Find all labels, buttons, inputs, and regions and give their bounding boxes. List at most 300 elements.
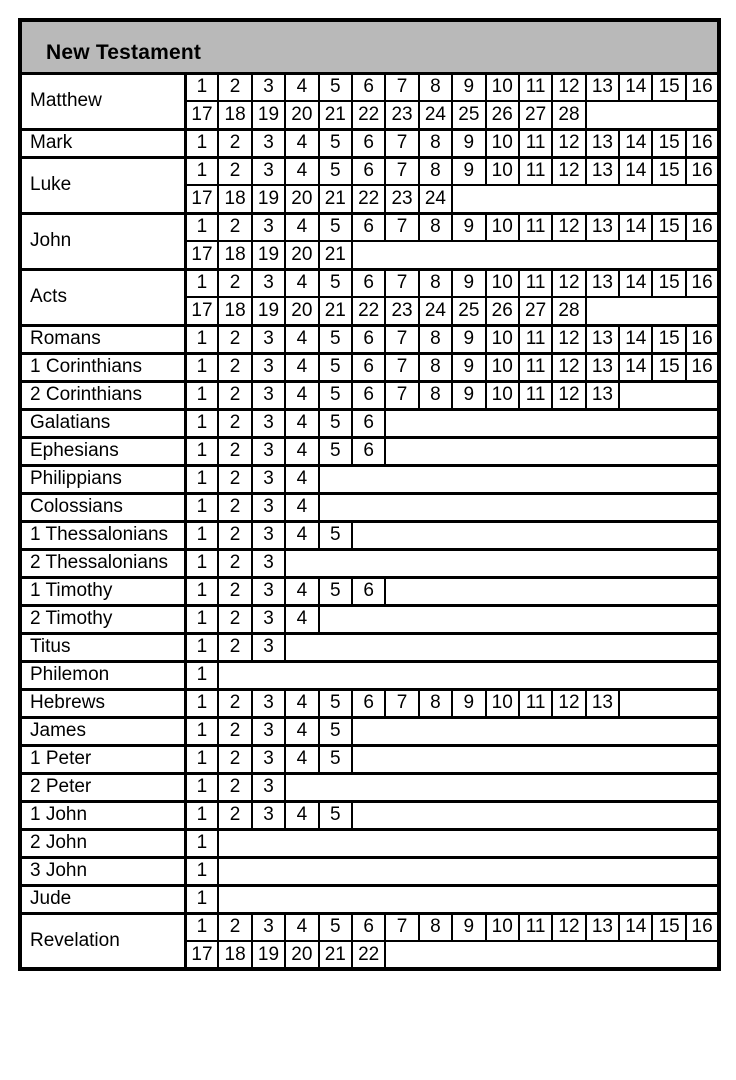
- chapter-cell: 1: [185, 633, 218, 661]
- chapter-cell: 5: [319, 745, 352, 773]
- book-name-cell: Colossians: [20, 493, 185, 521]
- chapter-cell: 2: [218, 437, 251, 465]
- chapter-cell: 9: [452, 325, 485, 353]
- chapter-cell: 20: [285, 185, 318, 213]
- empty-filler-cell: [385, 941, 719, 969]
- book-name-cell: Philippians: [20, 465, 185, 493]
- chapter-cell: 1: [185, 801, 218, 829]
- chapter-cell: 6: [352, 269, 385, 297]
- book-name-cell: 2 Corinthians: [20, 381, 185, 409]
- chapter-cell: 15: [652, 325, 685, 353]
- book-row: [20, 493, 719, 521]
- chapter-cell: 2: [218, 325, 251, 353]
- chapter-cell: 7: [385, 353, 418, 381]
- chapter-cell: 13: [586, 353, 619, 381]
- chapter-cell: 11: [519, 129, 552, 157]
- chapter-cell: 28: [552, 101, 585, 129]
- chapter-cell: 13: [586, 73, 619, 101]
- chapter-cell: 4: [285, 269, 318, 297]
- chapter-cell: 5: [319, 157, 352, 185]
- chapter-cell: 2: [218, 213, 251, 241]
- chapter-cell: 12: [552, 353, 585, 381]
- chapter-cell: 2: [218, 129, 251, 157]
- chapter-cell: 2: [218, 577, 251, 605]
- chapter-cell: 18: [218, 941, 251, 969]
- chapter-cell: 22: [352, 101, 385, 129]
- empty-filler-cell: [285, 633, 719, 661]
- chapter-cell: 2: [218, 773, 251, 801]
- chapter-cell: 4: [285, 913, 318, 941]
- chapter-cell: 10: [486, 157, 519, 185]
- table-title: New Testament: [46, 40, 202, 64]
- chapter-cell: 12: [552, 73, 585, 101]
- book-row: [20, 157, 719, 185]
- chapter-cell: 16: [686, 913, 719, 941]
- chapter-cell: 6: [352, 913, 385, 941]
- chapter-cell: 27: [519, 101, 552, 129]
- chapter-cell: 5: [319, 409, 352, 437]
- chapter-cell: 7: [385, 73, 418, 101]
- chapter-cell: 14: [619, 325, 652, 353]
- chapter-cell: 26: [486, 297, 519, 325]
- book-row: [20, 381, 719, 409]
- chapter-cell: 5: [319, 325, 352, 353]
- book-name-cell: 1 Timothy: [20, 577, 185, 605]
- chapter-cell: 21: [319, 941, 352, 969]
- book-name-cell: Philemon: [20, 661, 185, 689]
- chapter-cell: 13: [586, 325, 619, 353]
- chapter-cell: 6: [352, 409, 385, 437]
- chapter-cell: 15: [652, 913, 685, 941]
- chapter-cell: 4: [285, 689, 318, 717]
- chapter-cell: 12: [552, 381, 585, 409]
- new-testament-chapter-table: [18, 18, 721, 971]
- book-name-cell: Revelation: [20, 913, 185, 969]
- chapter-cell: 1: [185, 857, 218, 885]
- chapter-cell: 11: [519, 157, 552, 185]
- chapter-cell: 11: [519, 269, 552, 297]
- book-row: [20, 913, 719, 941]
- chapter-cell: 1: [185, 549, 218, 577]
- chapter-cell: 22: [352, 297, 385, 325]
- book-name-cell: 1 John: [20, 801, 185, 829]
- chapter-cell: 3: [252, 353, 285, 381]
- chapter-cell: 11: [519, 73, 552, 101]
- chapter-cell: 10: [486, 381, 519, 409]
- chapter-cell: 6: [352, 157, 385, 185]
- chapter-cell: 8: [419, 353, 452, 381]
- book-name-cell: 2 John: [20, 829, 185, 857]
- chapter-cell: 16: [686, 269, 719, 297]
- chapter-cell: 3: [252, 493, 285, 521]
- chapter-cell: 6: [352, 325, 385, 353]
- book-name-cell: Ephesians: [20, 437, 185, 465]
- chapter-cell: 10: [486, 689, 519, 717]
- chapter-cell: 23: [385, 185, 418, 213]
- chapter-cell: 2: [218, 521, 251, 549]
- chapter-cell: 6: [352, 689, 385, 717]
- chapter-cell: 5: [319, 577, 352, 605]
- chapter-cell: 4: [285, 493, 318, 521]
- chapter-cell: 3: [252, 129, 285, 157]
- book-name-cell: 2 Thessalonians: [20, 549, 185, 577]
- chapter-cell: 1: [185, 325, 218, 353]
- chapter-cell: 16: [686, 353, 719, 381]
- empty-filler-cell: [218, 661, 719, 689]
- chapter-cell: 2: [218, 73, 251, 101]
- chapter-cell: 13: [586, 269, 619, 297]
- chapter-cell: 24: [419, 101, 452, 129]
- chapter-cell: 10: [486, 269, 519, 297]
- chapter-cell: 18: [218, 241, 251, 269]
- chapter-cell: 17: [185, 101, 218, 129]
- empty-filler-cell: [586, 101, 720, 129]
- chapter-cell: 4: [285, 157, 318, 185]
- chapter-cell: 6: [352, 353, 385, 381]
- chapter-cell: 2: [218, 913, 251, 941]
- chapter-cell: 1: [185, 381, 218, 409]
- chapter-cell: 7: [385, 213, 418, 241]
- book-row: [20, 773, 719, 801]
- chapter-cell: 4: [285, 213, 318, 241]
- empty-filler-cell: [285, 549, 719, 577]
- chapter-cell: 2: [218, 157, 251, 185]
- chapter-cell: 3: [252, 325, 285, 353]
- chapter-cell: 21: [319, 297, 352, 325]
- book-row: [20, 129, 719, 157]
- chapter-cell: 1: [185, 269, 218, 297]
- chapter-cell: 9: [452, 353, 485, 381]
- chapter-cell: 2: [218, 493, 251, 521]
- chapter-cell: 2: [218, 409, 251, 437]
- chapter-cell: 5: [319, 801, 352, 829]
- chapter-cell: 25: [452, 297, 485, 325]
- chapter-cell: 9: [452, 689, 485, 717]
- chapter-cell: 4: [285, 73, 318, 101]
- chapter-cell: 4: [285, 745, 318, 773]
- chapter-cell: 17: [185, 185, 218, 213]
- chapter-cell: 1: [185, 745, 218, 773]
- chapter-cell: 6: [352, 577, 385, 605]
- book-row: [20, 73, 719, 101]
- chapter-cell: 3: [252, 381, 285, 409]
- book-name-cell: 2 Peter: [20, 773, 185, 801]
- chapter-cell: 2: [218, 269, 251, 297]
- book-row: [20, 213, 719, 241]
- empty-filler-cell: [352, 801, 719, 829]
- chapter-cell: 2: [218, 801, 251, 829]
- chapter-cell: 6: [352, 437, 385, 465]
- chapter-cell: 20: [285, 941, 318, 969]
- chapter-cell: 4: [285, 577, 318, 605]
- book-name-cell: 3 John: [20, 857, 185, 885]
- chapter-cell: 5: [319, 913, 352, 941]
- chapter-cell: 9: [452, 269, 485, 297]
- chapter-cell: 8: [419, 73, 452, 101]
- empty-filler-cell: [352, 745, 719, 773]
- book-name-cell: 1 Corinthians: [20, 353, 185, 381]
- chapter-cell: 1: [185, 661, 218, 689]
- chapter-cell: 16: [686, 325, 719, 353]
- book-row: [20, 521, 719, 549]
- chapter-cell: 11: [519, 689, 552, 717]
- chapter-cell: 24: [419, 297, 452, 325]
- empty-filler-cell: [352, 717, 719, 745]
- chapter-cell: 5: [319, 717, 352, 745]
- chapter-cell: 12: [552, 129, 585, 157]
- book-name-cell: Acts: [20, 269, 185, 325]
- chapter-cell: 13: [586, 129, 619, 157]
- chapter-cell: 8: [419, 129, 452, 157]
- chapter-cell: 14: [619, 269, 652, 297]
- chapter-cell: 1: [185, 409, 218, 437]
- chapter-cell: 15: [652, 269, 685, 297]
- chapter-cell: 12: [552, 325, 585, 353]
- chapter-cell: 2: [218, 745, 251, 773]
- empty-filler-cell: [385, 577, 719, 605]
- book-rows-container: [20, 73, 719, 969]
- chapter-cell: 3: [252, 773, 285, 801]
- chapter-cell: 4: [285, 409, 318, 437]
- chapter-cell: 3: [252, 801, 285, 829]
- chapter-cell: 7: [385, 913, 418, 941]
- chapter-cell: 9: [452, 157, 485, 185]
- chapter-cell: 1: [185, 493, 218, 521]
- chapter-cell: 3: [252, 633, 285, 661]
- chapter-cell: 3: [252, 73, 285, 101]
- chapter-cell: 14: [619, 213, 652, 241]
- chapter-cell: 2: [218, 717, 251, 745]
- chapter-cell: 24: [419, 185, 452, 213]
- book-name-cell: James: [20, 717, 185, 745]
- chapter-cell: 1: [185, 129, 218, 157]
- chapter-cell: 1: [185, 773, 218, 801]
- book-name-cell: 1 Peter: [20, 745, 185, 773]
- chapter-cell: 17: [185, 297, 218, 325]
- chapter-cell: 1: [185, 605, 218, 633]
- chapter-cell: 4: [285, 717, 318, 745]
- book-row: [20, 689, 719, 717]
- book-row: [20, 409, 719, 437]
- empty-filler-cell: [319, 493, 720, 521]
- book-name-cell: Galatians: [20, 409, 185, 437]
- chapter-cell: 14: [619, 353, 652, 381]
- chapter-cell: 7: [385, 325, 418, 353]
- chapter-cell: 11: [519, 913, 552, 941]
- chapter-cell: 1: [185, 353, 218, 381]
- chapter-cell: 11: [519, 325, 552, 353]
- book-row: [20, 549, 719, 577]
- chapter-cell: 19: [252, 297, 285, 325]
- chapter-cell: 23: [385, 297, 418, 325]
- chapter-cell: 19: [252, 185, 285, 213]
- chapter-cell: 8: [419, 213, 452, 241]
- empty-filler-cell: [619, 689, 719, 717]
- empty-filler-cell: [352, 521, 719, 549]
- chapter-cell: 1: [185, 829, 218, 857]
- chapter-cell: 3: [252, 465, 285, 493]
- chapter-cell: 5: [319, 213, 352, 241]
- chapter-cell: 9: [452, 913, 485, 941]
- chapter-cell: 15: [652, 73, 685, 101]
- chapter-cell: 9: [452, 381, 485, 409]
- chapter-cell: 4: [285, 521, 318, 549]
- chapter-cell: 3: [252, 549, 285, 577]
- chapter-cell: 5: [319, 381, 352, 409]
- chapter-cell: 28: [552, 297, 585, 325]
- chapter-cell: 16: [686, 157, 719, 185]
- chapter-cell: 2: [218, 605, 251, 633]
- book-name-cell: Mark: [20, 129, 185, 157]
- chapter-cell: 6: [352, 129, 385, 157]
- book-row: [20, 857, 719, 885]
- book-name-cell: 2 Timothy: [20, 605, 185, 633]
- chapter-cell: 3: [252, 409, 285, 437]
- chapter-cell: 1: [185, 717, 218, 745]
- chapter-cell: 1: [185, 73, 218, 101]
- book-row: [20, 465, 719, 493]
- chapter-cell: 18: [218, 185, 251, 213]
- chapter-cell: 1: [185, 689, 218, 717]
- empty-filler-cell: [319, 605, 720, 633]
- chapter-cell: 19: [252, 101, 285, 129]
- empty-filler-cell: [452, 185, 719, 213]
- chapter-cell: 5: [319, 521, 352, 549]
- book-row: [20, 717, 719, 745]
- chapter-cell: 9: [452, 73, 485, 101]
- book-row: [20, 801, 719, 829]
- chapter-cell: 1: [185, 157, 218, 185]
- chapter-cell: 3: [252, 745, 285, 773]
- chapter-cell: 11: [519, 353, 552, 381]
- chapter-cell: 4: [285, 465, 318, 493]
- book-name-cell: Hebrews: [20, 689, 185, 717]
- chapter-cell: 4: [285, 801, 318, 829]
- chapter-cell: 19: [252, 241, 285, 269]
- book-name-cell: Matthew: [20, 73, 185, 129]
- chapter-cell: 13: [586, 913, 619, 941]
- chapter-cell: 14: [619, 913, 652, 941]
- chapter-cell: 3: [252, 717, 285, 745]
- chapter-cell: 10: [486, 325, 519, 353]
- chapter-cell: 7: [385, 157, 418, 185]
- book-row: [20, 885, 719, 913]
- empty-filler-cell: [319, 465, 720, 493]
- chapter-cell: 15: [652, 157, 685, 185]
- chapter-cell: 11: [519, 381, 552, 409]
- chapter-cell: 4: [285, 353, 318, 381]
- chapter-cell: 10: [486, 73, 519, 101]
- book-name-cell: 1 Thessalonians: [20, 521, 185, 549]
- chapter-cell: 1: [185, 213, 218, 241]
- chapter-cell: 16: [686, 73, 719, 101]
- chapter-cell: 2: [218, 633, 251, 661]
- book-row: [20, 437, 719, 465]
- chapter-cell: 10: [486, 213, 519, 241]
- chapter-cell: 27: [519, 297, 552, 325]
- chapter-cell: 10: [486, 353, 519, 381]
- chapter-cell: 20: [285, 101, 318, 129]
- chapter-cell: 21: [319, 101, 352, 129]
- chapter-cell: 1: [185, 913, 218, 941]
- chapter-cell: 1: [185, 521, 218, 549]
- chapter-cell: 16: [686, 213, 719, 241]
- chapter-cell: 7: [385, 381, 418, 409]
- chapter-cell: 11: [519, 213, 552, 241]
- chapter-cell: 1: [185, 885, 218, 913]
- book-name-cell: Jude: [20, 885, 185, 913]
- chapter-cell: 26: [486, 101, 519, 129]
- book-row: [20, 269, 719, 297]
- chapter-cell: 22: [352, 185, 385, 213]
- chapter-cell: 2: [218, 353, 251, 381]
- chapter-cell: 12: [552, 913, 585, 941]
- chapter-cell: 6: [352, 381, 385, 409]
- chapter-cell: 4: [285, 325, 318, 353]
- chapter-cell: 20: [285, 241, 318, 269]
- chapter-cell: 14: [619, 129, 652, 157]
- chapter-cell: 10: [486, 129, 519, 157]
- empty-filler-cell: [385, 409, 719, 437]
- chapter-cell: 1: [185, 465, 218, 493]
- chapter-cell: 5: [319, 353, 352, 381]
- book-row: [20, 577, 719, 605]
- book-name-cell: Titus: [20, 633, 185, 661]
- book-row: [20, 661, 719, 689]
- chapter-cell: 1: [185, 577, 218, 605]
- chapter-cell: 4: [285, 605, 318, 633]
- empty-filler-cell: [218, 857, 719, 885]
- chapter-cell: 22: [352, 941, 385, 969]
- chapter-cell: 9: [452, 129, 485, 157]
- chapter-cell: 20: [285, 297, 318, 325]
- chapter-cell: 18: [218, 297, 251, 325]
- chapter-cell: 2: [218, 381, 251, 409]
- chapter-cell: 3: [252, 913, 285, 941]
- chapter-cell: 5: [319, 437, 352, 465]
- chapter-cell: 6: [352, 213, 385, 241]
- chapter-cell: 3: [252, 269, 285, 297]
- chapter-cell: 23: [385, 101, 418, 129]
- chapter-cell: 5: [319, 689, 352, 717]
- chapter-cell: 19: [252, 941, 285, 969]
- chapter-cell: 7: [385, 129, 418, 157]
- chapter-cell: 4: [285, 129, 318, 157]
- chapter-cell: 3: [252, 577, 285, 605]
- chapter-cell: 8: [419, 381, 452, 409]
- chapter-cell: 15: [652, 353, 685, 381]
- chapter-cell: 3: [252, 605, 285, 633]
- chapter-cell: 2: [218, 465, 251, 493]
- chapter-cell: 2: [218, 549, 251, 577]
- book-row: [20, 633, 719, 661]
- chapter-cell: 14: [619, 157, 652, 185]
- table-title-cell: [20, 20, 719, 73]
- empty-filler-cell: [619, 381, 719, 409]
- chapter-cell: 8: [419, 689, 452, 717]
- chapter-cell: 13: [586, 157, 619, 185]
- book-name-cell: John: [20, 213, 185, 269]
- chapter-cell: 1: [185, 437, 218, 465]
- empty-filler-cell: [385, 437, 719, 465]
- book-row: [20, 829, 719, 857]
- chapter-cell: 10: [486, 913, 519, 941]
- chapter-cell: 12: [552, 213, 585, 241]
- empty-filler-cell: [586, 297, 720, 325]
- chapter-cell: 12: [552, 157, 585, 185]
- book-row: [20, 605, 719, 633]
- chapter-cell: 25: [452, 101, 485, 129]
